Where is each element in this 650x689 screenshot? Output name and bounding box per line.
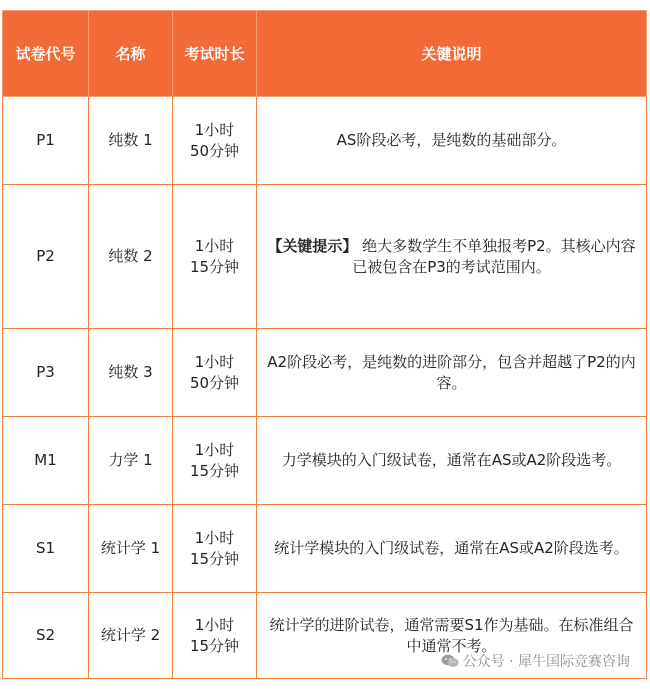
key-tip-label: 【关键提示】: [267, 236, 358, 255]
header-code: 试卷代号: [3, 11, 89, 97]
table-row: [3, 417, 647, 505]
cell-duration: [173, 329, 257, 417]
watermark-text: 公众号 · 犀牛国际竞赛咨询: [462, 654, 630, 670]
exam-papers-table: [2, 10, 647, 679]
exam-table-container: [2, 10, 646, 679]
header-duration: 考试时长: [173, 11, 257, 97]
cell-duration: [173, 185, 257, 329]
duration-hours: 1小时: [194, 236, 235, 255]
cell-name: 纯数 1: [89, 97, 173, 185]
cell-note: A2阶段必考，是纯数的进阶部分，包含并超越了P2的内容。: [257, 329, 647, 417]
table-row: [3, 185, 647, 329]
wechat-watermark: [441, 651, 630, 671]
duration-minutes: 15分钟: [189, 549, 240, 568]
cell-note: 统计学模块的入门级试卷，通常在AS或A2阶段选考。: [257, 505, 647, 593]
note-text: 绝大多数学生不单独报考P2。其核心内容已被包含在P3的考试范围内。: [352, 236, 636, 276]
cell-code: P1: [3, 97, 89, 185]
cell-name: 统计学 1: [89, 505, 173, 593]
header-name: 名称: [89, 11, 173, 97]
duration-hours: 1小时: [194, 615, 235, 634]
table-row: [3, 329, 647, 417]
cell-code: P2: [3, 185, 89, 329]
cell-name: 纯数 2: [89, 185, 173, 329]
cell-name: 纯数 3: [89, 329, 173, 417]
duration-hours: 1小时: [194, 120, 235, 139]
cell-duration: [173, 505, 257, 593]
duration-minutes: 50分钟: [189, 141, 240, 160]
cell-note: [257, 185, 647, 329]
cell-note: 力学模块的入门级试卷，通常在AS或A2阶段选考。: [257, 417, 647, 505]
cell-code: P3: [3, 329, 89, 417]
duration-hours: 1小时: [194, 528, 235, 547]
cell-name: 统计学 2: [89, 593, 173, 679]
cell-note: AS阶段必考，是纯数的基础部分。: [257, 97, 647, 185]
duration-minutes: 15分钟: [189, 636, 240, 655]
cell-duration: [173, 417, 257, 505]
cell-code: M1: [3, 417, 89, 505]
table-row: [3, 505, 647, 593]
duration-minutes: 15分钟: [189, 461, 240, 480]
duration-hours: 1小时: [194, 440, 235, 459]
table-header-row: [3, 11, 647, 97]
duration-minutes: 50分钟: [189, 373, 240, 392]
cell-duration: [173, 593, 257, 679]
cell-note: 统计学的进阶试卷，通常需要S1作为基础。在标准组合中通常不考。: [257, 593, 647, 679]
wechat-icon: [441, 654, 459, 668]
table-row: [3, 97, 647, 185]
cell-code: S1: [3, 505, 89, 593]
duration-minutes: 15分钟: [189, 257, 240, 276]
duration-hours: 1小时: [194, 352, 235, 371]
cell-code: S2: [3, 593, 89, 679]
cell-duration: [173, 97, 257, 185]
header-note: 关键说明: [257, 11, 647, 97]
cell-name: 力学 1: [89, 417, 173, 505]
